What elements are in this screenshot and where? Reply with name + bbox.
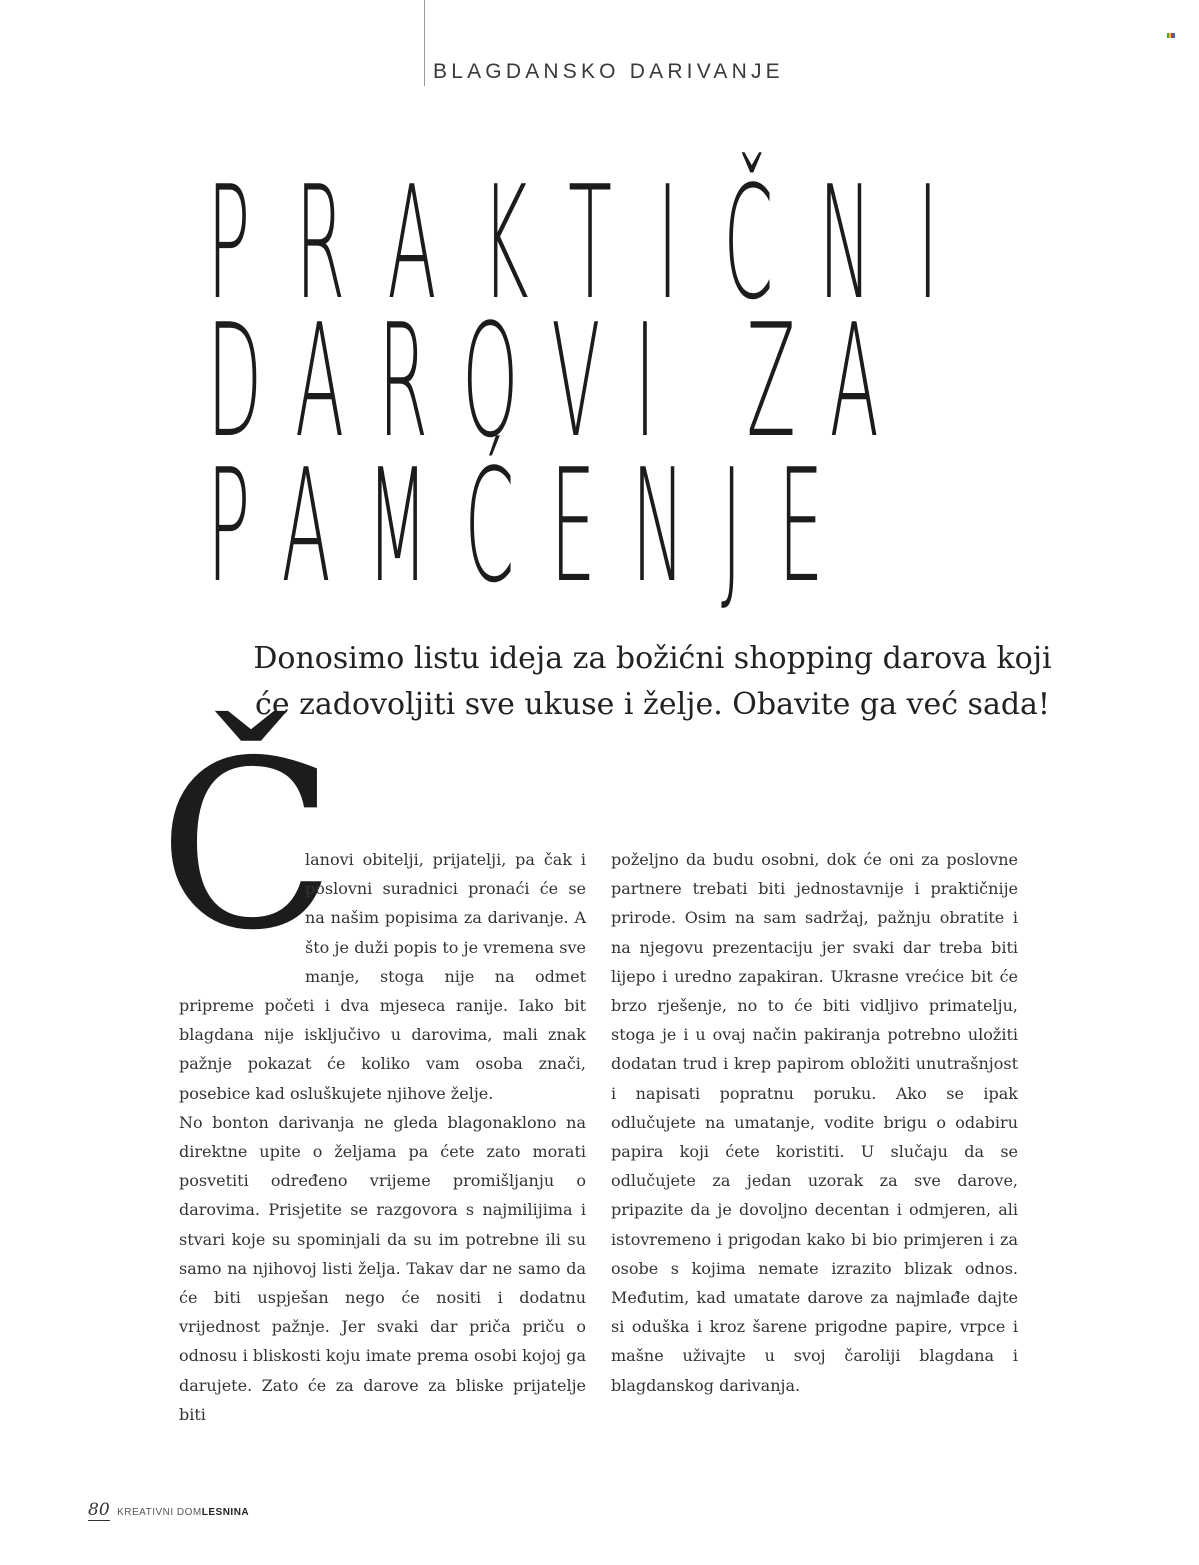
article-column-right: [611, 845, 1018, 1400]
footer-brand-bold: LESNINA: [201, 1507, 250, 1518]
drop-cap: Č: [158, 711, 336, 981]
article-column-left: [179, 845, 586, 1429]
deck-line-1: Donosimo listu ideja za božićni shopping darova koji: [253, 641, 1052, 676]
drop-cap-spacer: [179, 845, 305, 985]
article-paragraph-1: lanovi obitelji, prijatelji, pa čak i poslovni suradnici pronaći će se na našim popisima za darivanje. A što je duži popis to je vremena sve manje, stoga nije na odmet pripreme početi i dva mjeseca ranije. Iako bit blagdana nije isključivo u darovima, mali znak pažnje pokazat će koliko vam osoba znači, posebice kad osluškujete njihove želje.: [179, 850, 586, 1103]
article-paragraph-2: No bonton darivanja ne gleda blagonaklono na direktne upite o željama pa ćete zato morati posvetiti određeno vrijeme promišljanju o darovima. Prisjetite se razgovora s najmilijima i stvari koje su spominjali da su im potrebne ili su samo na njihovoj listi želja. Takav dar ne samo da će biti uspješan nego će nositi i dodatnu vrijednost pažnje. Jer svaki dar priča priču o odnosu i bliskosti koju imate prema osobi kojoj ga darujete. Zato će za darove za bliske prijatelje biti: [179, 1112, 586, 1424]
page-number: 80: [88, 1500, 110, 1520]
page-footer: [88, 1500, 249, 1520]
headline-line-3: PAMĆENJE: [207, 435, 860, 617]
mark-blue: [1173, 33, 1175, 38]
headline-line-2: DAROVI ZA: [207, 290, 913, 472]
section-kicker: BLAGDANSKO DARIVANJE: [433, 60, 784, 83]
color-registration-mark: [1167, 33, 1175, 38]
footer-brand-light: KREATIVNI DOM: [117, 1507, 202, 1518]
deck-line-2: će zadovoljiti sve ukuse i želje. Obavite ga već sada!: [255, 687, 1050, 722]
headline-line-1: PRAKTIČNI: [207, 152, 984, 334]
header-divider-line: [424, 0, 425, 86]
article-paragraph-3: poželjno da budu osobni, dok će oni za poslovne partnere trebati biti jednostavnije i praktičnije prirode. Osim na sam sadržaj, pažnju obratite i na njegovu prezentaciju jer svaki dar treba biti lijepo i uredno zapakiran. Ukrasne vrećice bit će brzo rješenje, no to će biti vidljivo primatelju, stoga je i u ovaj način pakiranja potrebno uložiti dodatan trud i krep papirom obložiti unutrašnjost i napisati popratnu poruku. Ako se ipak odlučujete na umatanje, vodite brigu o odabiru papira koji ćete koristiti. U slučaju da se odlučujete za jedan uzorak za sve darove, pripazite da je dovoljno decentan i odmjeren, ali istovremeno i prigodan kako bi bio primjeren i za osobe s kojima nemate izrazito blizak odnos. Međutim, kad umatate darove za najmlađe dajte si oduška i kroz šarene prigodne papire, vrpce i mašne uživajte u svoj čaroliji blagdana i blagdanskog darivanja.: [611, 850, 1018, 1395]
